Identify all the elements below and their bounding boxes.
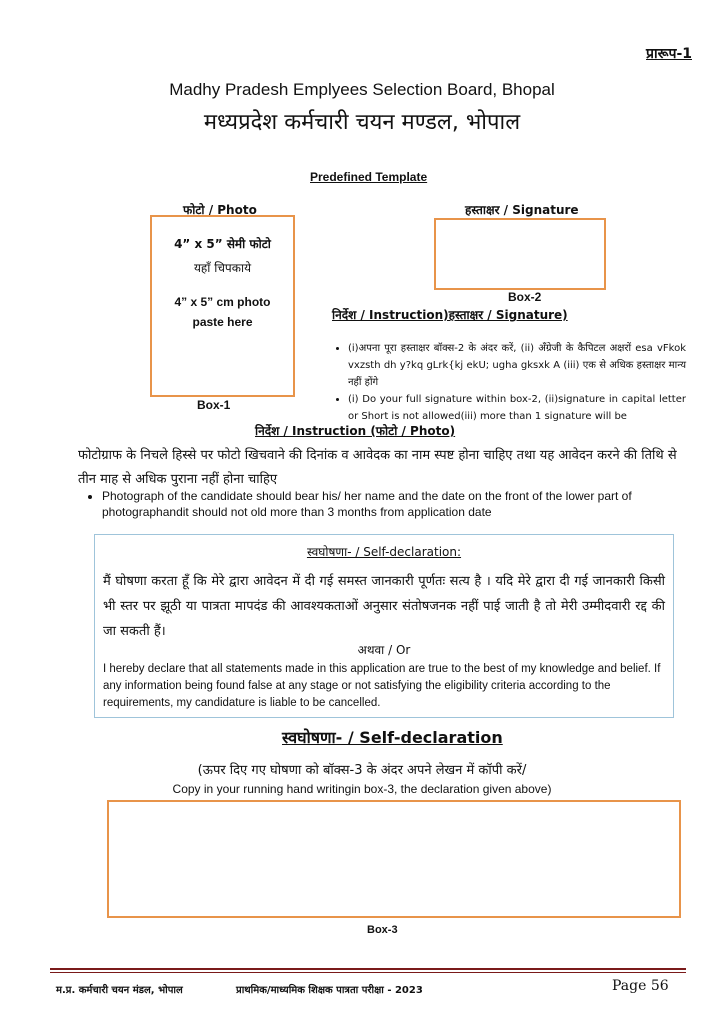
self-declaration-hindi-instruction: (ऊपर दिए गए घोषणा को बॉक्स-3 के अंदर अपने लेखन में कॉपी करें/ xyxy=(197,763,527,778)
footer-rule-thin xyxy=(50,972,686,973)
footer-exam-name: प्राथमिक/माध्यमिक शिक्षक पात्रता परीक्षा - 2023 xyxy=(236,985,423,996)
form-number: प्रारूप-1 xyxy=(646,46,692,62)
signature-instruction-english: • (i) Do your full signature within box-2, (ii)signature in capital letter or Short is not allowed(iii) more than 1 signature will be xyxy=(348,391,686,409)
handwriting-box[interactable] xyxy=(107,800,681,918)
photo-instruction-english-list xyxy=(84,488,684,520)
box1-label: Box-1 xyxy=(197,398,231,412)
declaration-or: अथवा / Or xyxy=(357,643,411,657)
signature-instruction-heading: निर्देश / Instruction)हस्ताक्षर / Signature) xyxy=(332,308,568,322)
box2-label: Box-2 xyxy=(508,290,542,304)
board-title-english: Madhy Pradesh Emplyees Selection Board, Bhopal xyxy=(169,80,555,99)
photo-english-line2: paste here xyxy=(192,315,253,329)
declaration-heading: स्वघोषणा- / Self-declaration: xyxy=(306,545,462,559)
photo-instruction-heading: निर्देश / Instruction (फोटो / Photo) xyxy=(255,424,456,438)
signature-instruction-hindi: • (i)अपना पूरा हस्ताक्षर बॉक्स-2 के अंदर करें, (ii) अँग्रेजी के कैपिटल अक्षरों esa vFkok vxzsth dh y?kq gLrk{kj ekU; ugha gksxk A (iii) एक से अधिक हस्ताक्षर मान्य नहीं होंगे xyxy=(348,340,686,391)
signature-instruction-list xyxy=(330,340,686,422)
footer-rule-thick xyxy=(50,968,686,970)
signature-label: हस्ताक्षर / Signature xyxy=(465,203,579,217)
photo-label: फोटो / Photo xyxy=(183,203,257,217)
template-heading: Predefined Template xyxy=(310,170,428,184)
signature-box[interactable] xyxy=(434,218,606,290)
footer-page-number: Page 56 xyxy=(612,978,669,994)
declaration-english: I hereby declare that all statements made in this application are true to the best of my knowledge and belief. If any information being found false at any stage or not satisfying the eligibility criteria according to the requirements, my candidature is liable to be cancelled. xyxy=(103,663,661,709)
declaration-box xyxy=(94,534,674,718)
photo-instruction-english: • Photograph of the candidate should bear his/ her name and the date on the front of the lower part of photographandit should not old more than 3 months from application date xyxy=(102,488,684,520)
photo-english-line1: 4” x 5” cm photo xyxy=(174,295,271,309)
photo-hindi-line1: 4” x 5” सेमी फोटो xyxy=(174,237,271,251)
photo-box[interactable] xyxy=(150,215,295,397)
box3-label: Box-3 xyxy=(367,924,398,936)
board-title-hindi: मध्यप्रदेश कर्मचारी चयन मण्डल, भोपाल xyxy=(203,110,521,135)
declaration-hindi: मैं घोषणा करता हूँ कि मेरे द्वारा आवेदन में दी गई समस्त जानकारी पूर्णतः सत्य है । यदि मेरे द्वारा दी गई जानकारी किसी भी स्तर पर झूठी या पात्रता मापदंड की आवश्यकताओं अनुसार संतोषजनक नहीं पाई जाती है तो मेरी उम्मीदवारी रद्द की जा सकती हैं। xyxy=(103,574,665,639)
footer-board-name: म.प्र. कर्मचारी चयन मंडल, भोपाल xyxy=(56,985,183,996)
self-declaration-english-instruction: Copy in your running hand writingin box-3, the declaration given above) xyxy=(172,782,552,796)
photo-instruction-hindi: फोटोग्राफ के निचले हिस्से पर फोटो खिचवाने की दिनांक व आवेदक का नाम स्पष्ट होना चाहिए तथा यह आवेदन करने की तिथि से तीन माह से अधिक पुराना नहीं होना चाहिए xyxy=(78,448,677,487)
photo-hindi-line2: यहाँ चिपकाये xyxy=(193,261,252,275)
self-declaration-heading: स्वघोषणा- / Self-declaration xyxy=(282,728,503,747)
